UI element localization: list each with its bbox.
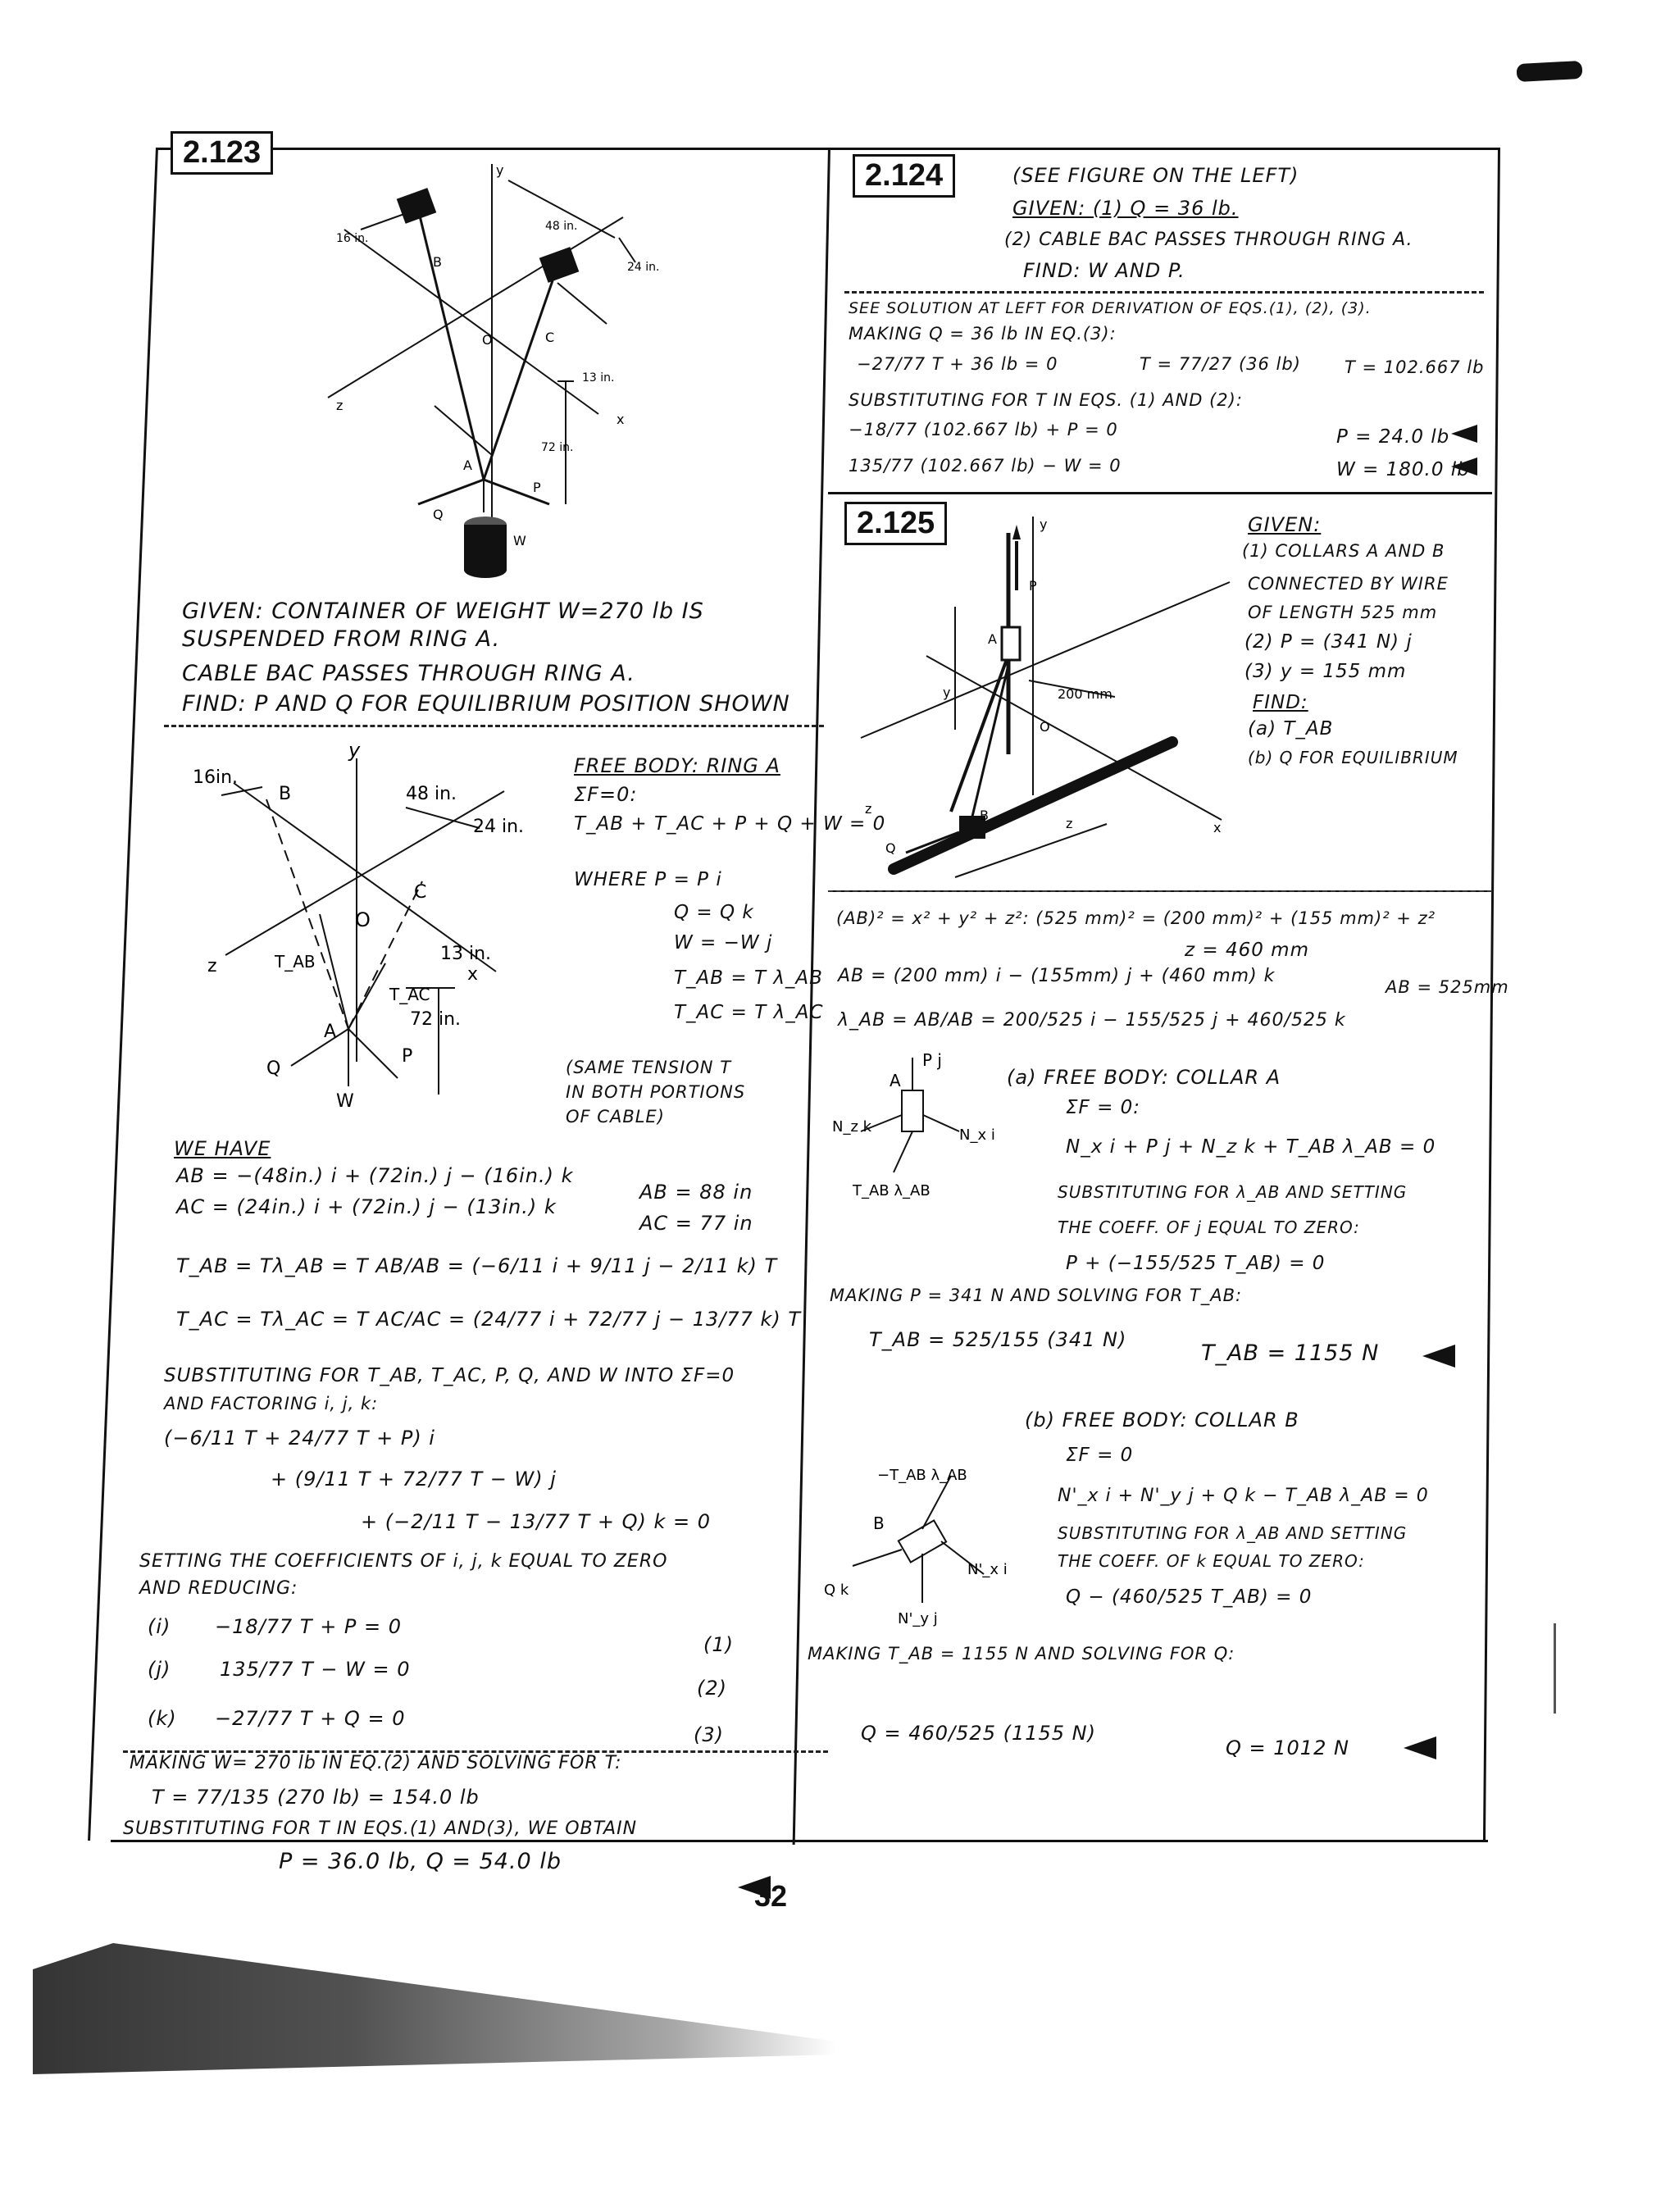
fig123-P: P [533,480,541,495]
p124-given-2: (2) CABLE BAC PASSES THROUGH RING A. [1004,230,1413,250]
fbdB-B: B [873,1513,885,1533]
fig125-P: P [1029,578,1037,594]
fbdA-Nz: N_z k [832,1118,872,1136]
p124-p-arrow [1451,425,1477,443]
p124-given: GIVEN: (1) Q = 36 lb. [1012,197,1239,220]
fig123-z: z [336,398,344,413]
fig125-x: x [1213,820,1222,835]
problem-label-2-124: 2.124 [853,154,955,198]
p124-l5r: P = 24.0 lb [1336,426,1450,448]
p124-l6: 135/77 (102.667 lb) − W = 0 [849,456,1122,476]
p125-g1b: CONNECTED BY WIRE [1248,574,1449,594]
corner-mark [1516,61,1582,82]
p123-answer: P = 36.0 lb, Q = 54.0 lb [279,1849,562,1874]
p123-given-3: CABLE BAC PASSES THROUGH RING A. [182,661,635,686]
fig125-Q: Q [885,840,896,856]
p123-w-tab: T_AB = T λ_AB [674,967,823,989]
fbdA-T: T_AB λ_AB [853,1182,931,1199]
p125-a-arrow [1422,1345,1455,1368]
p123-t-res: T = 77/135 (270 lb) = 154.0 lb [152,1786,480,1809]
p125-b-arrow [1404,1736,1436,1759]
p123-setting-1: SETTING THE COEFFICIENTS OF i, j, k EQUAL TO ZERO [139,1551,668,1572]
p123-fb-sum: ΣF=0: [574,783,638,806]
p125-a-res: T_AB = 525/155 (341 N) [869,1328,1127,1351]
p124-l4: SUBSTITUTING FOR T IN EQS. (1) AND (2): [849,390,1243,410]
p125-fb: (b) Q FOR EQUILIBRIUM [1248,748,1458,767]
p124-l3c: T = 102.667 lb [1345,357,1485,377]
fig123-Q: Q [433,507,444,522]
p124-l3b: T = 77/27 (36 lb) [1140,354,1301,374]
fbd-A: A [324,1022,337,1042]
p123-f3: + (−2/11 T − 13/77 T + Q) k = 0 [361,1510,711,1533]
p123-fb-eq: T_AB + T_AC + P + Q + W = 0 [574,813,886,835]
bottom-shadow [33,1943,836,2074]
p125-a-s1: SUBSTITUTING FOR λ_AB AND SETTING [1058,1182,1408,1202]
p123-w-w: W = −W j [674,932,773,954]
p123-eq2: 135/77 T − W = 0 [220,1658,411,1681]
p125-a-m: MAKING P = 341 N AND SOLVING FOR T_AB: [830,1286,1243,1305]
p123-eq2-num: (2) [697,1677,727,1700]
p123-setting-2: AND REDUCING: [139,1578,298,1599]
p125-given: GIVEN: [1248,513,1322,536]
fbd-z: z [207,956,217,976]
p123-tac-eq: T_AC = Tλ_AC = T AC/AC = (24/77 i + 72/77 j − 13/77 k) T [176,1308,802,1331]
p123-subst-2: AND FACTORING i, j, k: [164,1394,379,1413]
fbd-C: C [414,882,427,903]
fbd-d24: 24 in. [473,817,525,837]
p123-subst-t: SUBSTITUTING FOR T IN EQS.(1) AND(3), WE OBTAIN [123,1818,638,1839]
p125-g1c: OF LENGTH 525 mm [1248,603,1438,622]
fig123-y: y [496,162,504,178]
fig123-B: B [433,254,442,270]
p123-we-have: WE HAVE [174,1137,271,1160]
p123-ab-len: AB = 88 in [639,1181,753,1204]
fig123-O: O [482,332,493,348]
fig123-d48: 48 in. [545,220,578,233]
fig123-d13: 13 in. [582,371,615,385]
fbd-y: y [348,742,361,762]
p125-a-title: (a) FREE BODY: COLLAR A [1007,1066,1281,1089]
p125-abvec: AB = (200 mm) i − (155mm) j + (460 mm) k [838,966,1276,986]
fig123-C: C [545,330,555,345]
fbd-tab: T_AB [275,952,316,972]
p124-see: (SEE FIGURE ON THE LEFT) [1012,164,1299,187]
p123-eq3-num: (3) [694,1723,724,1746]
fig125-z: z [865,801,872,817]
fbdA-A: A [890,1071,901,1090]
p125-b-sum: ΣF = 0 [1066,1445,1134,1466]
p123-eq1-num: (1) [703,1633,734,1656]
p123-find: FIND: P AND Q FOR EQUILIBRIUM POSITION SHOWN [182,691,790,717]
fig125-O: O [1040,719,1050,735]
page-number: 32 [754,1879,788,1913]
p125-a-s2: THE COEFF. OF j EQUAL TO ZERO: [1058,1218,1360,1237]
p124-find: FIND: W AND P. [1023,259,1185,282]
frame-bottom-line [111,1840,1488,1842]
p123-making: MAKING W= 270 lb IN EQ.(2) AND SOLVING FOR T: [130,1753,622,1773]
p123-ac-len: AC = 77 in [639,1212,753,1235]
p123-tab-eq: T_AB = Tλ_AB = T AB/AB = (−6/11 i + 9/11 j − 2/11 k) T [176,1254,778,1277]
fbd-d72: 72 in. [410,1009,462,1030]
fbd-W: W [336,1091,354,1112]
p124-w-arrow [1451,457,1477,476]
fbd-O: O [355,908,371,931]
fig125-y: y [1040,517,1048,532]
p125-a-eq2: P + (−155/525 T_AB) = 0 [1066,1253,1326,1274]
p123-eq2-tag: (j) [148,1658,171,1681]
fbd-d48: 48 in. [406,784,457,804]
p125-a-sum: ΣF = 0: [1066,1097,1141,1118]
fbd-collar-b [820,1451,1025,1632]
fbd-B: B [279,784,292,804]
scan-edge-mark [1554,1623,1556,1714]
fig123-x: x [617,412,625,427]
p123-f2: + (9/11 T + 72/77 T − W) j [271,1468,557,1491]
fig123-A: A [463,457,472,473]
p123-eq3-tag: (k) [148,1707,177,1730]
p123-separator-1 [164,725,824,727]
p123-ab-vec: AB = −(48in.) i + (72in.) j − (16in.) k [176,1164,574,1187]
p125-b-s2: THE COEFF. OF k EQUAL TO ZERO: [1058,1551,1365,1571]
p123-same-3: OF CABLE) [566,1107,665,1126]
fbd-collar-a [828,1049,1008,1213]
fbd-tac: T_AC [389,985,430,1004]
p123-w-tac: T_AC = T λ_AC [674,1002,824,1023]
fig125-B: B [980,808,989,823]
p125-b-res: Q = 460/525 (1155 N) [861,1722,1096,1745]
fig125-A: A [988,631,997,647]
p125-zres: z = 460 mm [1185,940,1309,961]
p123-where: WHERE P = P i [574,869,722,890]
p125-find: FIND: [1253,692,1308,713]
p125-g1a: (1) COLLARS A AND B [1242,541,1445,561]
p125-a-eq: N_x i + P j + N_z k + T_AB λ_AB = 0 [1066,1136,1436,1158]
p123-given-2: SUSPENDED FROM RING A. [182,626,501,652]
fbdB-Nx: N'_x i [967,1561,1008,1578]
p125-abl: AB = 525mm [1386,977,1509,997]
p123-w-q: Q = Q k [674,902,754,923]
p123-fb-title: FREE BODY: RING A [574,754,780,777]
p125-b-ans: Q = 1012 N [1226,1736,1349,1759]
fbdA-Nx: N_x i [959,1126,995,1144]
problem-label-2-123: 2.123 [171,131,273,175]
p123-subst-1: SUBSTITUTING FOR T_AB, T_AC, P, Q, AND W INTO ΣF=0 [164,1365,735,1386]
figure-2-123 [312,160,672,586]
p125-g2: (2) P = (341 N) j [1244,631,1413,653]
p125-b-m: MAKING T_AB = 1155 N AND SOLVING FOR Q: [808,1644,1235,1664]
p124-l3a: −27/77 T + 36 lb = 0 [857,354,1058,374]
fig125-d200: 200 mm [1058,686,1113,702]
p125-a-ans: T_AB = 1155 N [1201,1340,1380,1366]
p125-b-title: (b) FREE BODY: COLLAR B [1025,1409,1299,1431]
p123-f1: (−6/11 T + 24/77 T + P) i [164,1427,435,1450]
p125-b-eq: N'_x i + N'_y j + Q k − T_AB λ_AB = 0 [1058,1486,1429,1506]
problem-label-2-125: 2.125 [844,502,947,545]
fbd-d13: 13 in. [440,944,492,964]
p123-answer-arrow [738,1876,771,1899]
fbd-P: P [402,1046,413,1067]
fbdB-Ny: N'_y j [898,1610,938,1627]
p125-ab2: (AB)² = x² + y² + z²: (525 mm)² = (200 mm)² + (155 mm)² + z² [836,908,1436,928]
hr-124-top [828,492,1492,494]
p125-g3: (3) y = 155 mm [1244,661,1407,682]
p123-given-1: GIVEN: CONTAINER OF WEIGHT W=270 lb IS [182,599,704,624]
p125-fa: (a) T_AB [1248,718,1334,740]
p123-eq1-tag: (i) [148,1615,171,1638]
p125-b-eq2: Q − (460/525 T_AB) = 0 [1066,1586,1313,1608]
p125-b-s1: SUBSTITUTING FOR λ_AB AND SETTING [1058,1523,1408,1543]
fbdB-T: −T_AB λ_AB [877,1467,967,1484]
p123-eq1: −18/77 T + P = 0 [215,1615,403,1638]
fig125-zv: z [1066,816,1073,831]
fbdA-P: P j [922,1050,942,1070]
fig123-d16: 16 in. [336,232,369,245]
p124-l6r: W = 180.0 lb [1336,459,1470,480]
fig123-d24: 24 in. [627,261,660,274]
figure-2-125 [844,508,1254,902]
fbd-ring-a [184,742,570,1136]
fbd-d16: 16in. [193,767,239,788]
fig125-yv: y [943,685,951,700]
p123-eq3: −27/77 T + Q = 0 [215,1707,406,1730]
p123-ac-vec: AC = (24in.) i + (72in.) j − (13in.) k [176,1195,557,1218]
p123-same-1: (SAME TENSION T [566,1058,732,1077]
p125-lam: λ_AB = AB/AB = 200/525 i − 155/525 j + 460/525 k [838,1010,1346,1031]
fig123-d72: 72 in. [541,441,574,454]
p124-separator [844,291,1484,294]
p124-l5: −18/77 (102.667 lb) + P = 0 [849,420,1118,439]
fig123-W: W [513,533,526,548]
p124-l2: MAKING Q = 36 lb IN EQ.(3): [849,324,1117,344]
fbd-Q: Q [266,1058,281,1079]
fbdB-Q: Q k [824,1582,849,1599]
p124-l1: SEE SOLUTION AT LEFT FOR DERIVATION OF EQS.(1), (2), (3). [849,299,1372,317]
p123-same-2: IN BOTH PORTIONS [566,1082,746,1102]
fbd-x: x [467,964,479,985]
